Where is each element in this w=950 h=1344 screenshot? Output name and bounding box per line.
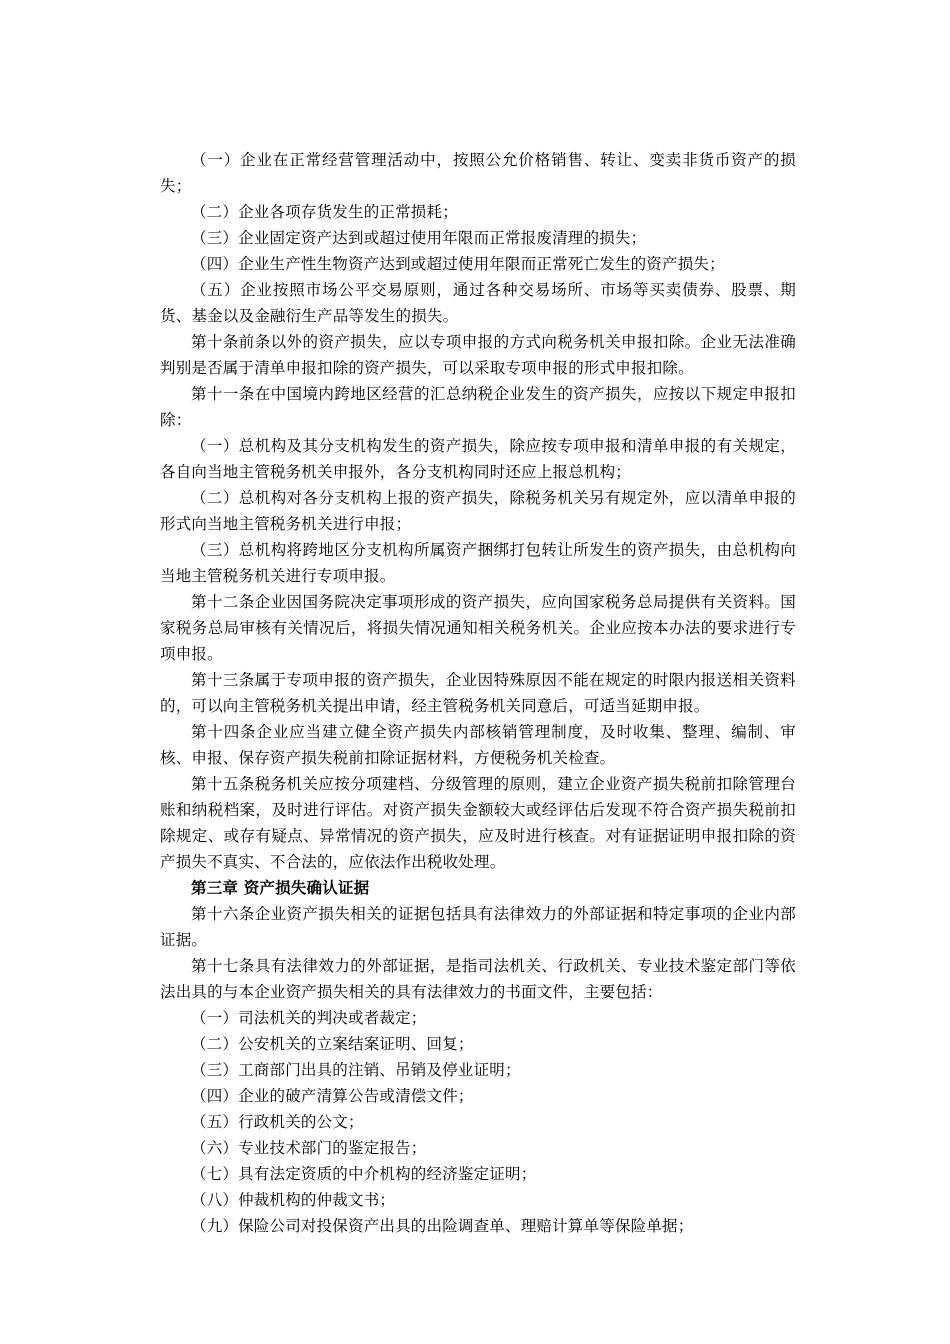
list-item: （五）企业按照市场公平交易原则，通过各种交易场所、市场等买卖债券、股票、期货、基金以及金融衍生产品等发生的损失。 [160, 281, 796, 325]
list-item: （一）总机构及其分支机构发生的资产损失，除应按专项申报和清单申报的有关规定，各自向当地主管税务机关申报外，各分支机构同时还应上报总机构； [160, 437, 796, 481]
list-item: （九）保险公司对投保资产出具的出险调查单、理赔计算单等保险单据； [191, 1217, 694, 1235]
article-paragraph: 第十一条在中国境内跨地区经营的汇总纳税企业发生的资产损失，应按以下规定申报扣除： [160, 385, 796, 429]
chapter-heading: 第三章 资产损失确认证据 [191, 879, 370, 897]
article-paragraph: 第十六条企业资产损失相关的证据包括具有法律效力的外部证据和特定事项的企业内部证据。 [160, 905, 796, 949]
list-item: （三）工商部门出具的注销、吊销及停业证明； [191, 1061, 521, 1079]
list-item: （四）企业生产性生物资产达到或超过使用年限而正常死亡发生的资产损失； [191, 255, 725, 273]
list-item: （二）公安机关的立案结案证明、回复； [191, 1035, 474, 1053]
list-item: （一）企业在正常经营管理活动中，按照公允价格销售、转让、变卖非货币资产的损失； [160, 151, 796, 195]
article-paragraph: 第十二条企业因国务院决定事项形成的资产损失，应向国家税务总局提供有关资料。国家税务总局审核有关情况后，将损失情况通知相关税务机关。企业应按本办法的要求进行专项申报。 [160, 593, 796, 663]
article-paragraph: 第十五条税务机关应按分项建档、分级管理的原则，建立企业资产损失税前扣除管理台账和纳税档案，及时进行评估。对资产损失金额较大或经评估后发现不符合资产损失税前扣除规定、或存有疑点、异常情况的资产损失，应及时进行核查。对有证据证明申报扣除的资产损失不真实、不合法的，应依法作出税收处理。 [160, 775, 796, 871]
article-paragraph: 第十三条属于专项申报的资产损失，企业因特殊原因不能在规定的时限内报送相关资料的，可以向主管税务机关提出申请，经主管税务机关同意后，可适当延期申报。 [160, 671, 796, 715]
list-item: （二）总机构对各分支机构上报的资产损失，除税务机关另有规定外，应以清单申报的形式向当地主管税务机关进行申报； [160, 489, 796, 533]
list-item: （四）企业的破产清算公告或清偿文件； [191, 1087, 474, 1105]
article-paragraph: 第十七条具有法律效力的外部证据，是指司法机关、行政机关、专业技术鉴定部门等依法出具的与本企业资产损失相关的具有法律效力的书面文件，主要包括： [160, 957, 796, 1001]
document-body [160, 147, 796, 1239]
list-item: （五）行政机关的公文； [191, 1113, 364, 1131]
list-item: （六）专业技术部门的鉴定报告； [191, 1139, 427, 1157]
list-item: （七）具有法定资质的中介机构的经济鉴定证明； [191, 1165, 537, 1183]
list-item: （一）司法机关的判决或者裁定； [191, 1009, 427, 1027]
list-item: （二）企业各项存货发生的正常损耗； [191, 203, 458, 221]
list-item: （三）总机构将跨地区分支机构所属资产捆绑打包转让所发生的资产损失，由总机构向当地主管税务机关进行专项申报。 [160, 541, 796, 585]
list-item: （八）仲裁机构的仲裁文书； [191, 1191, 396, 1209]
article-paragraph: 第十条前条以外的资产损失，应以专项申报的方式向税务机关申报扣除。企业无法准确判别是否属于清单申报扣除的资产损失，可以采取专项申报的形式申报扣除。 [160, 333, 796, 377]
list-item: （三）企业固定资产达到或超过使用年限而正常报废清理的损失； [191, 229, 647, 247]
article-paragraph: 第十四条企业应当建立健全资产损失内部核销管理制度，及时收集、整理、编制、审核、申报、保存资产损失税前扣除证据材料，方便税务机关检查。 [160, 723, 796, 767]
